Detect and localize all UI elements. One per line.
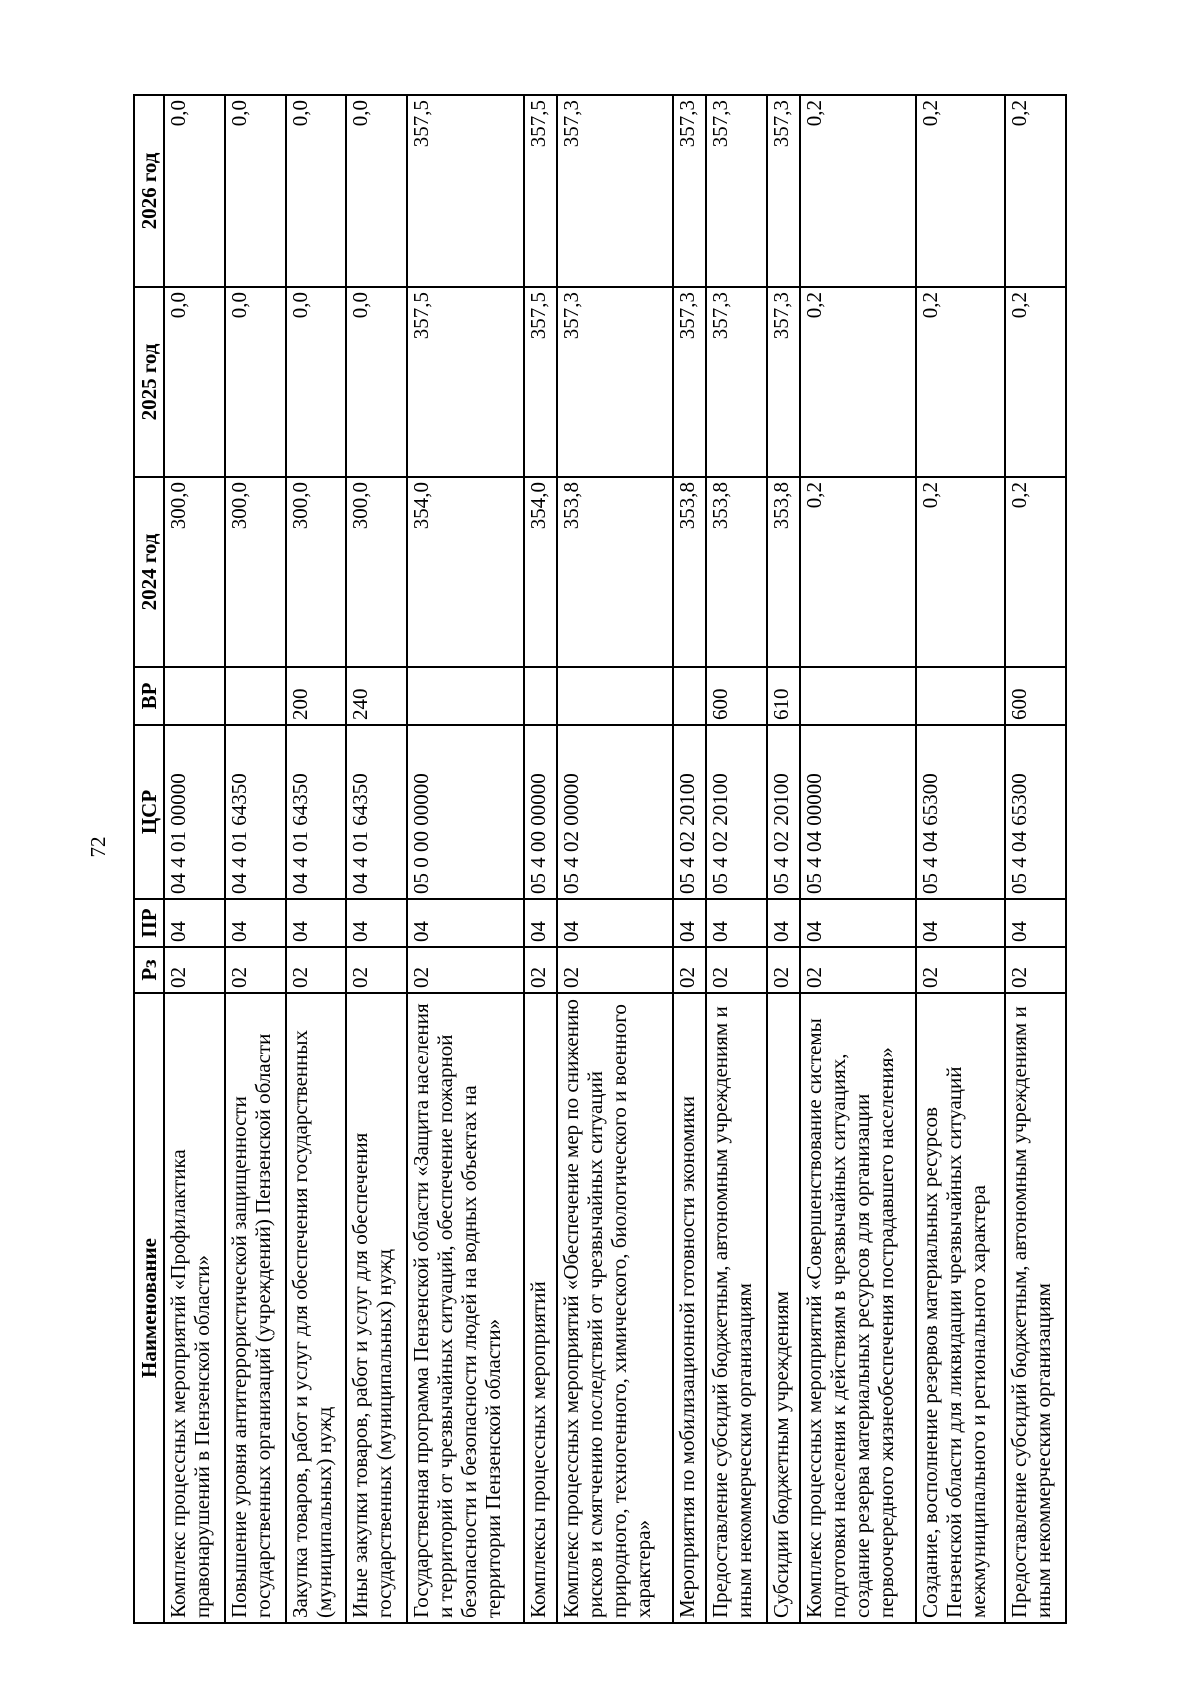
header-2026: 2026 год: [134, 95, 164, 287]
name-cell: Закупка товаров, работ и услуг для обеспечения государственных (муниципальных) нужд: [286, 993, 347, 1623]
name-cell: Комплекс процессных мероприятий «Совершенствование системы подготовки населения к действиям в чрезвычайных ситуациях, создание резерва материальных ресурсов для организации первоочередного жизнеобеспечения пострадавшего населения»: [800, 993, 917, 1623]
vr-cell: 600: [1005, 667, 1066, 725]
header-row: [134, 95, 164, 1623]
vr-cell: [164, 667, 225, 725]
amount-2025-cell: 0,0: [225, 287, 286, 477]
rz-cell: 02: [407, 947, 524, 993]
header-name: Наименование: [134, 993, 164, 1623]
amount-2026-cell: 0,0: [286, 95, 347, 287]
pr-cell: 04: [225, 899, 286, 947]
header-rz: Рз: [134, 947, 164, 993]
csr-cell: 05 4 00 00000: [524, 725, 557, 899]
csr-cell: 05 0 00 00000: [407, 725, 524, 899]
header-2024: 2024 год: [134, 477, 164, 667]
amount-2024-cell: 353,8: [767, 477, 800, 667]
csr-cell: 05 4 04 00000: [800, 725, 917, 899]
name-cell: Комплексы процессных мероприятий: [524, 993, 557, 1623]
header-vr: ВР: [134, 667, 164, 725]
pr-cell: 04: [164, 899, 225, 947]
csr-cell: 05 4 02 20100: [706, 725, 767, 899]
amount-2025-cell: 357,3: [706, 287, 767, 477]
rz-cell: 02: [286, 947, 347, 993]
table-row: [225, 95, 286, 1623]
name-cell: Создание, восполнение резервов материальных ресурсов Пензенской области для ликвидации чрезвычайных ситуаций межмуниципального и регионального характера: [916, 993, 1005, 1623]
csr-cell: 05 4 04 65300: [1005, 725, 1066, 899]
csr-cell: 04 4 01 64350: [225, 725, 286, 899]
pr-cell: 04: [524, 899, 557, 947]
name-cell: Субсидии бюджетным учреждениям: [767, 993, 800, 1623]
name-cell: Предоставление субсидий бюджетным, автономным учреждениям и иным некоммерческим организациям: [1005, 993, 1066, 1623]
csr-cell: 05 4 02 20100: [767, 725, 800, 899]
amount-2025-cell: 0,2: [1005, 287, 1066, 477]
pr-cell: 04: [800, 899, 917, 947]
table-row: [164, 95, 225, 1623]
rz-cell: 02: [164, 947, 225, 993]
amount-2025-cell: 357,5: [407, 287, 524, 477]
amount-2026-cell: 357,5: [524, 95, 557, 287]
amount-2026-cell: 0,0: [225, 95, 286, 287]
amount-2025-cell: 0,2: [800, 287, 917, 477]
amount-2026-cell: 357,3: [557, 95, 674, 287]
vr-cell: [225, 667, 286, 725]
csr-cell: 04 4 01 00000: [164, 725, 225, 899]
amount-2025-cell: 0,0: [286, 287, 347, 477]
table-row: [346, 95, 407, 1623]
amount-2026-cell: 0,2: [916, 95, 1005, 287]
pr-cell: 04: [916, 899, 1005, 947]
pr-cell: 04: [557, 899, 674, 947]
pr-cell: 04: [346, 899, 407, 947]
table-body: [164, 95, 1066, 1623]
amount-2026-cell: 0,2: [800, 95, 917, 287]
table-row: [916, 95, 1005, 1623]
pr-cell: 04: [1005, 899, 1066, 947]
vr-cell: 610: [767, 667, 800, 725]
budget-table: [133, 94, 1067, 1624]
rz-cell: 02: [673, 947, 706, 993]
pr-cell: 04: [286, 899, 347, 947]
csr-cell: 04 4 01 64350: [346, 725, 407, 899]
amount-2024-cell: 0,2: [800, 477, 917, 667]
rz-cell: 02: [557, 947, 674, 993]
header-2025: 2025 год: [134, 287, 164, 477]
vr-cell: [673, 667, 706, 725]
vr-cell: 600: [706, 667, 767, 725]
vr-cell: [524, 667, 557, 725]
amount-2025-cell: 357,5: [524, 287, 557, 477]
amount-2024-cell: 300,0: [286, 477, 347, 667]
amount-2026-cell: 357,3: [767, 95, 800, 287]
pr-cell: 04: [706, 899, 767, 947]
rz-cell: 02: [706, 947, 767, 993]
rz-cell: 02: [800, 947, 917, 993]
pr-cell: 04: [673, 899, 706, 947]
csr-cell: 05 4 02 20100: [673, 725, 706, 899]
header-pr: ПР: [134, 899, 164, 947]
amount-2025-cell: 357,3: [557, 287, 674, 477]
csr-cell: 05 4 04 65300: [916, 725, 1005, 899]
vr-cell: [916, 667, 1005, 725]
amount-2026-cell: 0,0: [164, 95, 225, 287]
rz-cell: 02: [767, 947, 800, 993]
name-cell: Государственная программа Пензенской области «Защита населения и территорий от чрезвычайных ситуаций, обеспечение пожарной безопасности и безопасности людей на водных объектах на территории Пензенской области»: [407, 993, 524, 1623]
rz-cell: 02: [1005, 947, 1066, 993]
csr-cell: 05 4 02 00000: [557, 725, 674, 899]
amount-2025-cell: 0,2: [916, 287, 1005, 477]
name-cell: Иные закупки товаров, работ и услуг для обеспечения государственных (муниципальных) нужд: [346, 993, 407, 1623]
csr-cell: 04 4 01 64350: [286, 725, 347, 899]
amount-2025-cell: 357,3: [673, 287, 706, 477]
amount-2024-cell: 0,2: [916, 477, 1005, 667]
name-cell: Мероприятия по мобилизационной готовности экономики: [673, 993, 706, 1623]
amount-2025-cell: 0,0: [164, 287, 225, 477]
amount-2024-cell: 300,0: [225, 477, 286, 667]
amount-2024-cell: 300,0: [164, 477, 225, 667]
amount-2024-cell: 354,0: [407, 477, 524, 667]
amount-2025-cell: 0,0: [346, 287, 407, 477]
amount-2024-cell: 353,8: [706, 477, 767, 667]
amount-2024-cell: 353,8: [673, 477, 706, 667]
table-row: [1005, 95, 1066, 1623]
amount-2026-cell: 0,0: [346, 95, 407, 287]
amount-2024-cell: 0,2: [1005, 477, 1066, 667]
amount-2025-cell: 357,3: [767, 287, 800, 477]
pr-cell: 04: [407, 899, 524, 947]
name-cell: Комплекс процессных мероприятий «Профилактика правонарушений в Пензенской области»: [164, 993, 225, 1623]
amount-2024-cell: 353,8: [557, 477, 674, 667]
amount-2026-cell: 357,5: [407, 95, 524, 287]
rz-cell: 02: [346, 947, 407, 993]
amount-2026-cell: 0,2: [1005, 95, 1066, 287]
vr-cell: 240: [346, 667, 407, 725]
table-row: [706, 95, 767, 1623]
vr-cell: [407, 667, 524, 725]
table-row: [557, 95, 674, 1623]
table-row: [800, 95, 917, 1623]
vr-cell: [800, 667, 917, 725]
header-csr: ЦСР: [134, 725, 164, 899]
amount-2024-cell: 354,0: [524, 477, 557, 667]
rotated-table-container: [133, 96, 1067, 1624]
table-row: [673, 95, 706, 1623]
vr-cell: [557, 667, 674, 725]
name-cell: Повышение уровня антитеррористической защищенности государственных организаций (учреждений) Пензенской области: [225, 993, 286, 1623]
table-row: [286, 95, 347, 1623]
pr-cell: 04: [767, 899, 800, 947]
table-row: [767, 95, 800, 1623]
table-row: [524, 95, 557, 1623]
name-cell: Предоставление субсидий бюджетным, автономным учреждениям и иным некоммерческим организациям: [706, 993, 767, 1623]
name-cell: Комплекс процессных мероприятий «Обеспечение мер по снижению рисков и смягчению последствий от чрезвычайных ситуаций природного, техногенного, химического, биологического и военного характера»: [557, 993, 674, 1623]
amount-2024-cell: 300,0: [346, 477, 407, 667]
rz-cell: 02: [916, 947, 1005, 993]
vr-cell: 200: [286, 667, 347, 725]
page-number: 72: [86, 836, 110, 858]
table-row: [407, 95, 524, 1623]
rz-cell: 02: [225, 947, 286, 993]
amount-2026-cell: 357,3: [673, 95, 706, 287]
amount-2026-cell: 357,3: [706, 95, 767, 287]
rz-cell: 02: [524, 947, 557, 993]
